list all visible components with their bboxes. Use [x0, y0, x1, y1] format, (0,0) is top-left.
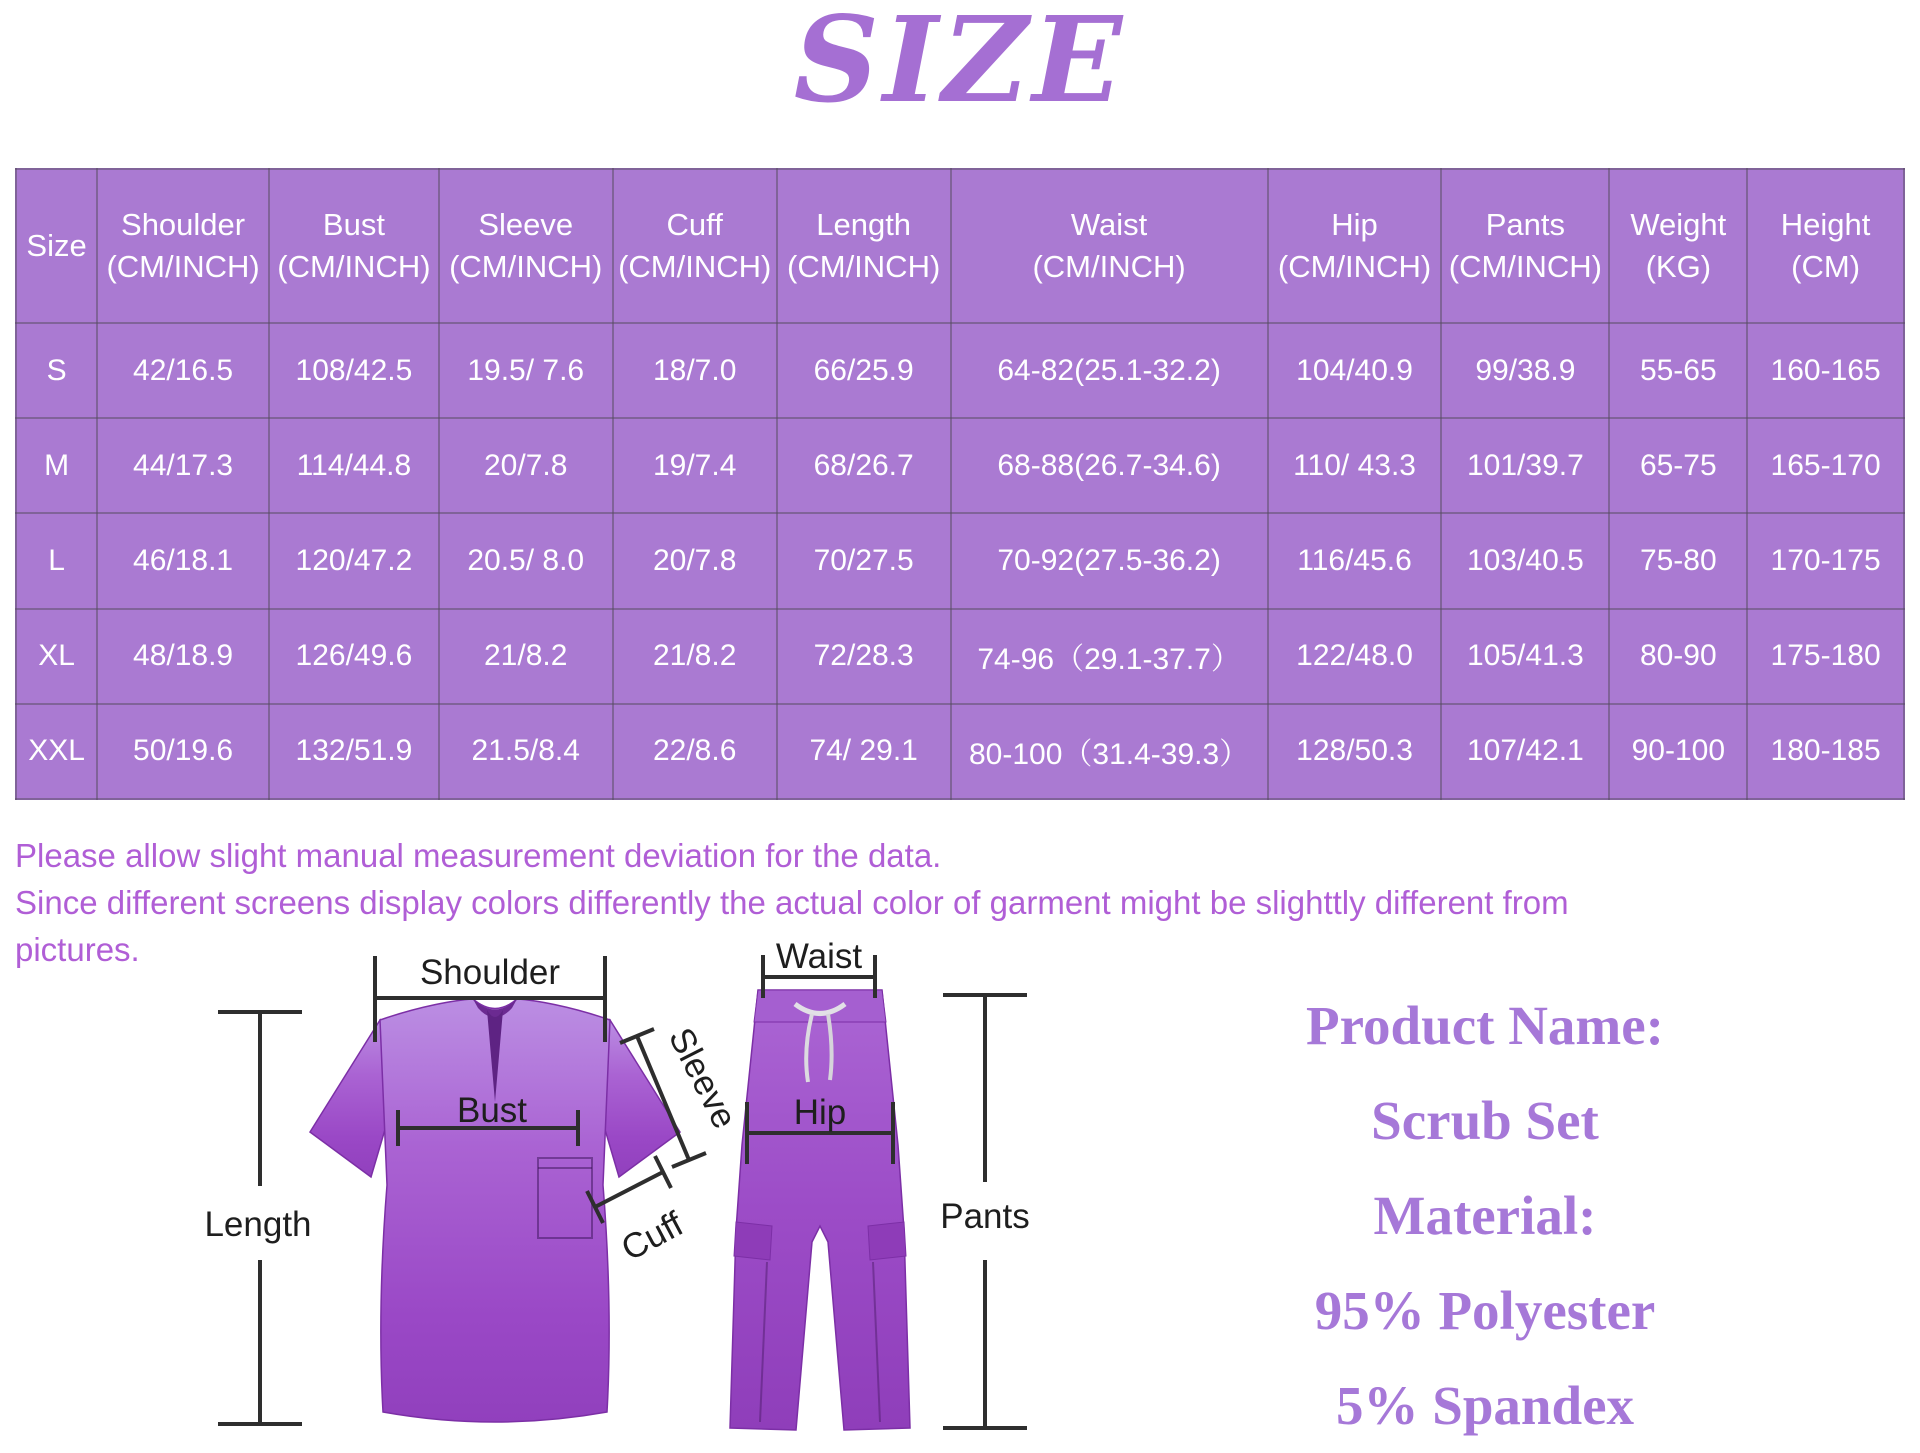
- measurement-cell: 101/39.7: [1441, 418, 1609, 513]
- size-table: [15, 168, 1905, 800]
- material-value-spandex: 5% Spandex: [1335, 1375, 1634, 1436]
- column-header-unit: (CM): [1791, 249, 1861, 284]
- table-header-row: [16, 169, 1904, 323]
- page-title: SIZE: [793, 0, 1127, 129]
- measurement-cell: 65-75: [1609, 418, 1747, 513]
- column-header-size: [16, 169, 97, 323]
- cargo-pocket-flap: [868, 1222, 906, 1260]
- measurement-cell: 66/25.9: [777, 323, 951, 418]
- column-header-length: [777, 169, 951, 323]
- note-line: Please allow slight manual measurement deviation for the data.: [15, 837, 942, 874]
- size-label-cell: S: [16, 323, 97, 418]
- column-header-label: Waist: [1070, 207, 1148, 242]
- size-label-cell: XL: [16, 609, 97, 704]
- measurement-cell: 75-80: [1609, 513, 1747, 608]
- measurement-cell: 50/19.6: [97, 704, 269, 799]
- length-measure-label: Length: [204, 1205, 312, 1244]
- column-header-sleeve: [439, 169, 613, 323]
- product-info-block: [1180, 978, 1790, 1453]
- measurement-cell: 80-90: [1609, 609, 1747, 704]
- measurement-cell: 20/7.8: [613, 513, 777, 608]
- measurement-cell: 110/ 43.3: [1268, 418, 1442, 513]
- bust-measure-label: Bust: [456, 1091, 528, 1130]
- measurement-cell: 46/18.1: [97, 513, 269, 608]
- cargo-pocket-flap: [734, 1222, 772, 1260]
- column-header-label: Height: [1780, 207, 1871, 242]
- measurement-cell: 70-92(27.5-36.2): [951, 513, 1268, 608]
- column-header-unit: (CM/INCH): [787, 249, 941, 284]
- hip-measure-label: Hip: [793, 1093, 847, 1132]
- measurement-cell: 122/48.0: [1268, 609, 1442, 704]
- measurement-cell: 170-175: [1747, 513, 1904, 608]
- shoulder-measure-label: Shoulder: [419, 953, 561, 992]
- column-header-unit: (KG): [1645, 249, 1712, 284]
- waist-measure-label: Waist: [775, 937, 863, 976]
- material-value-polyester: 95% Polyester: [1314, 1280, 1656, 1341]
- measurement-cell: 70/27.5: [777, 513, 951, 608]
- measurement-cell: 80-100（31.4-39.3）: [951, 704, 1268, 799]
- column-header-shoulder: [97, 169, 269, 323]
- measurement-cell: 116/45.6: [1268, 513, 1442, 608]
- column-header-label: Cuff: [666, 207, 723, 242]
- column-header-label: Size: [26, 228, 87, 263]
- measurement-cell: 175-180: [1747, 609, 1904, 704]
- measurement-cell: 18/7.0: [613, 323, 777, 418]
- size-label-cell: XXL: [16, 704, 97, 799]
- measurement-cell: 165-170: [1747, 418, 1904, 513]
- scrub-top-illustration: [310, 999, 680, 1422]
- product-name-value: Scrub Set: [1371, 1090, 1599, 1151]
- column-header-label: Length: [816, 207, 912, 242]
- column-header-hip: [1268, 169, 1442, 323]
- measurement-cell: 99/38.9: [1441, 323, 1609, 418]
- column-header-cuff: [613, 169, 777, 323]
- column-header-label: Sleeve: [478, 207, 574, 242]
- measurement-cell: 48/18.9: [97, 609, 269, 704]
- size-label-cell: M: [16, 418, 97, 513]
- column-header-unit: (CM/INCH): [449, 249, 603, 284]
- measurement-cell: 20.5/ 8.0: [439, 513, 613, 608]
- measurement-cell: 126/49.6: [269, 609, 439, 704]
- column-header-unit: (CM/INCH): [1032, 249, 1186, 284]
- column-header-unit: (CM/INCH): [1277, 249, 1432, 284]
- measurement-cell: 108/42.5: [269, 323, 439, 418]
- sleeve-measure-label: Sleeve: [660, 1021, 745, 1135]
- measurement-cell: 68/26.7: [777, 418, 951, 513]
- measurement-cell: 74-96（29.1-37.7）: [951, 609, 1268, 704]
- table-row-m: [16, 418, 1904, 513]
- measurement-cell: 160-165: [1747, 323, 1904, 418]
- column-header-label: Hip: [1331, 207, 1378, 242]
- measurement-cell: 44/17.3: [97, 418, 269, 513]
- measurement-cell: 19.5/ 7.6: [439, 323, 613, 418]
- measurement-cell: 21/8.2: [439, 609, 613, 704]
- measurement-cell: 104/40.9: [1268, 323, 1442, 418]
- note-line: pictures.: [15, 931, 140, 968]
- measurement-cell: 21/8.2: [613, 609, 777, 704]
- measurement-cell: 22/8.6: [613, 704, 777, 799]
- garment-diagram: [140, 930, 1100, 1446]
- measurement-cell: 21.5/8.4: [439, 704, 613, 799]
- measurement-cell: 105/41.3: [1441, 609, 1609, 704]
- pants-measure-label: Pants: [940, 1197, 1030, 1236]
- measurement-cell: 19/7.4: [613, 418, 777, 513]
- measurement-cell: 180-185: [1747, 704, 1904, 799]
- column-header-bust: [269, 169, 439, 323]
- measurement-cell: 90-100: [1609, 704, 1747, 799]
- column-header-weight: [1609, 169, 1747, 323]
- column-header-height: [1747, 169, 1904, 323]
- column-header-waist: [951, 169, 1268, 323]
- measurement-cell: 42/16.5: [97, 323, 269, 418]
- measurement-cell: 132/51.9: [269, 704, 439, 799]
- measurement-cell: 107/42.1: [1441, 704, 1609, 799]
- size-label-cell: L: [16, 513, 97, 608]
- measurement-cell: 20/7.8: [439, 418, 613, 513]
- column-header-label: Shoulder: [121, 207, 246, 242]
- column-header-label: Weight: [1630, 207, 1727, 242]
- measurement-cell: 68-88(26.7-34.6): [951, 418, 1268, 513]
- table-row-xl: [16, 609, 1904, 704]
- measurement-cell: 114/44.8: [269, 418, 439, 513]
- column-header-pants: [1441, 169, 1609, 323]
- measurement-cell: 103/40.5: [1441, 513, 1609, 608]
- measurement-cell: 55-65: [1609, 323, 1747, 418]
- table-row-xxl: [16, 704, 1904, 799]
- column-header-unit: (CM/INCH): [618, 249, 772, 284]
- table-row-l: [16, 513, 1904, 608]
- note-line: Since different screens display colors differently the actual color of garment might be slighttly different from: [15, 884, 1569, 921]
- column-header-label: Pants: [1485, 207, 1566, 242]
- measurement-cell: 64-82(25.1-32.2): [951, 323, 1268, 418]
- cuff-measure-label: Cuff: [615, 1204, 690, 1269]
- column-header-unit: (CM/INCH): [106, 249, 260, 284]
- column-header-unit: (CM/INCH): [1448, 249, 1603, 284]
- scrub-pants-illustration: [730, 990, 910, 1430]
- measurement-cell: 128/50.3: [1268, 704, 1442, 799]
- measurement-cell: 120/47.2: [269, 513, 439, 608]
- measurement-cell: 72/28.3: [777, 609, 951, 704]
- measurement-cell: 74/ 29.1: [777, 704, 951, 799]
- table-row-s: [16, 323, 1904, 418]
- material-label: Material:: [1373, 1185, 1597, 1246]
- column-header-unit: (CM/INCH): [277, 249, 431, 284]
- product-name-label: Product Name:: [1306, 995, 1664, 1056]
- column-header-label: Bust: [322, 207, 385, 242]
